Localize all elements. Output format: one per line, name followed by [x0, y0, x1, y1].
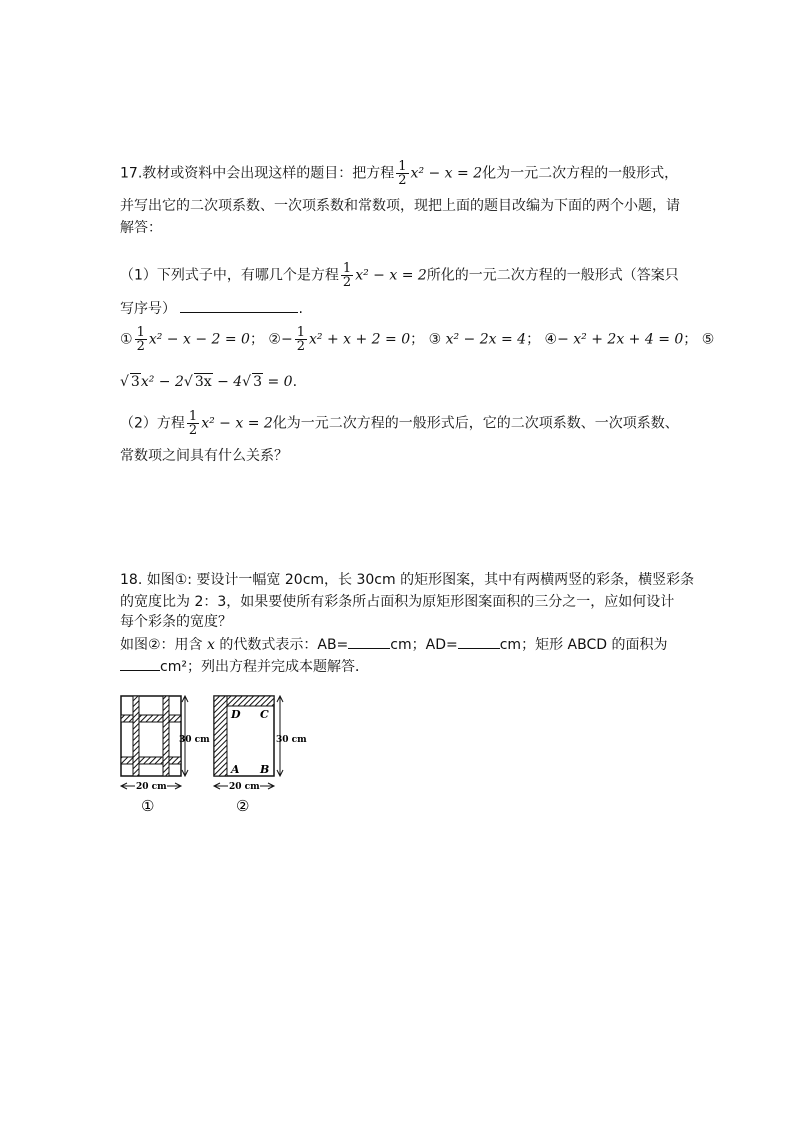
q17-part2-line: （2）方程 $\frac{1}{2}$ x² − x = 2化为一元二次方程的一般形式后，它的二次项系数、一次项系数、: [120, 409, 679, 438]
fig2-width-label: 20 cm: [229, 782, 260, 792]
q17-intro-text: 17.教材或资料中会出现这样的题目：把方程: [120, 165, 395, 182]
q18-line2: 的宽度比为 2：3，如果要使所有彩条所占面积为原矩形图案面积的三分之一，应如何设计: [120, 594, 675, 610]
q17-part1-line: （1）下列式子中，有哪几个是方程 $\frac{1}{2}$ x² − x = 2所化的一元二次方程的一般形式（答案只: [120, 261, 679, 290]
label-B: B: [260, 763, 270, 776]
q17-part1-line2: 写序号） .: [120, 298, 303, 319]
label-C: C: [260, 708, 269, 721]
area-blank[interactable]: [120, 656, 160, 671]
fraction-half: $\frac{1}{2}$: [342, 261, 352, 290]
fig1-caption: ①: [141, 797, 155, 815]
ab-blank[interactable]: [348, 634, 390, 649]
option-5: √ 3x² − 2√ 3x − 4√ 3 = 0.: [120, 374, 298, 390]
label-D: D: [231, 708, 241, 721]
q17-intro-line: [120, 160, 678, 187]
q18-line4: 如图②：用含 x 的代数式表示：AB= cm；AD= cm；矩形 ABCD 的面积为: [120, 634, 667, 655]
fig1-height-label: 30 cm: [179, 735, 210, 745]
q18-line1: 18. 如图①: 要设计一幅宽 20cm，长 30cm 的矩形图案，其中有两横两竖的彩条，横竖彩条: [120, 572, 695, 588]
fraction-half: $\frac{1}{2}$: [398, 159, 407, 188]
option-2: x² + x + 2 = 0: [309, 331, 411, 348]
q17-line2: 并写出它的二次项系数、一次项系数和常数项，现把上面的题目改编为下面的两个小题，请: [120, 198, 680, 214]
fig1-horizontal-strip-top: [121, 715, 181, 722]
figure-1: [115, 690, 210, 820]
fig1-width-label: 20 cm: [136, 782, 167, 792]
q17-line3: 解答：: [120, 220, 162, 236]
fig2-caption: ②: [236, 797, 250, 815]
option-5-mark: ⑤: [701, 331, 715, 348]
q17-part2-line2: 常数项之间具有什么关系？: [120, 448, 288, 464]
q18-line5: cm²；列出方程并完成本题解答．: [120, 656, 369, 677]
fig2-height-label: 30 cm: [276, 735, 307, 745]
equation-tail: x² − x = 2: [410, 165, 483, 182]
variable-x: x: [207, 637, 215, 653]
option-4: − x² + 2x + 4 = 0: [557, 331, 684, 348]
option-3-mark: ③: [428, 331, 442, 348]
option-3: x² − 2x = 4: [445, 331, 527, 348]
q17-options-line: ① $\frac{1}{2}$ x² − x − 2 = 0； ②− $\frac{1}{2}$ x² + x + 2 = 0； ③ x² − 2x = 4； ④− x² + 2x + 4 = 0； ⑤: [120, 325, 715, 354]
fig1-vertical-strip-left: [133, 696, 139, 776]
option-1: x² − x − 2 = 0: [148, 331, 250, 348]
answer-blank[interactable]: [180, 298, 298, 313]
q18-line3: 每个彩条的宽度？: [120, 614, 232, 630]
label-A: A: [231, 763, 240, 776]
ad-blank[interactable]: [458, 634, 500, 649]
figure-2: [208, 690, 308, 820]
option-1-mark: ①: [120, 331, 133, 348]
option-2-mark: ②: [268, 331, 281, 348]
fig1-horizontal-strip-bottom: [121, 757, 181, 764]
fig1-vertical-strip-right: [163, 696, 169, 776]
fig2-vertical-strip: [214, 696, 227, 776]
q17-intro-tail: 化为一元二次方程的一般形式，: [482, 165, 679, 182]
option-4-mark: ④: [544, 331, 558, 348]
